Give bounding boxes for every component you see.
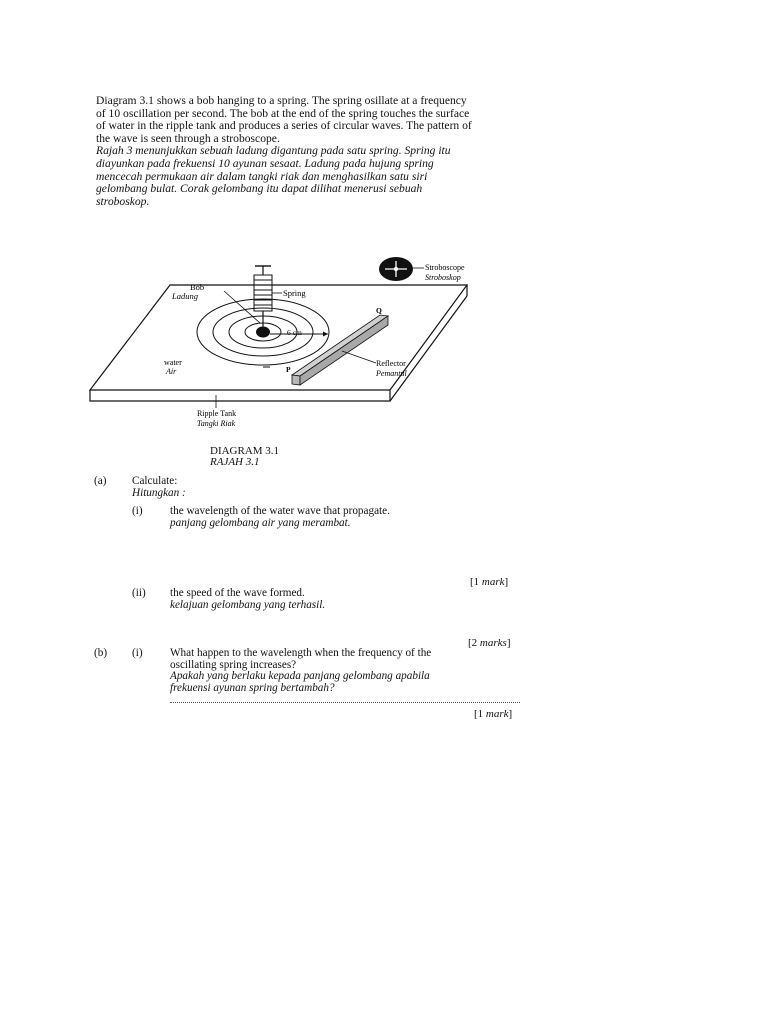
question-b-i-ms: frekuensi ayunan spring bertambah? xyxy=(170,681,335,694)
answer-line[interactable] xyxy=(170,702,520,703)
question-b-label: (b) xyxy=(94,647,108,659)
question-a-i-text xyxy=(170,506,390,529)
question-a-i-ms: panjang gelombang air yang merambat. xyxy=(170,516,351,529)
bob-label-ms: Ladung xyxy=(172,291,198,301)
stroboscope-label: Stroboscope xyxy=(425,263,465,272)
intro-line: of 10 oscillation per second. The bob at the end of the spring touches the surface xyxy=(96,106,470,120)
point-q-label: Q xyxy=(376,306,382,315)
question-a-ii-en: the speed of the wave formed. xyxy=(170,587,305,599)
question-b-i-en: oscillating spring increases? xyxy=(170,658,297,671)
intro-line-ms: stroboskop. xyxy=(96,194,150,208)
reflector-bar xyxy=(292,315,388,376)
point-p-label: P xyxy=(286,365,291,374)
reflector-label-ms: Pemantul xyxy=(376,369,407,378)
question-a-ii-label: (ii) xyxy=(132,587,146,599)
reflector-leader-line xyxy=(342,351,376,363)
question-a-i-label: (i) xyxy=(132,505,143,517)
reflector-label: Reflector xyxy=(376,359,406,368)
water-label: water xyxy=(164,358,182,367)
question-a-ms: Hitungkan : xyxy=(132,486,186,499)
intro-line-ms: mencecah permukaan air dalam tangki riak dan menghasilkan satu siri xyxy=(96,169,428,183)
question-a-text xyxy=(132,476,186,499)
stroboscope-label-ms: Stroboskop xyxy=(425,273,461,282)
water-label-ms: Air xyxy=(166,367,177,376)
bob-leader-line xyxy=(224,291,260,323)
mark-b-i: [1 mark] xyxy=(474,708,513,720)
intro-line-ms: gelombang bulat. Corak gelombang itu dapat dilihat menerusi sebuah xyxy=(96,182,423,196)
tank-side-face xyxy=(390,296,467,401)
question-b-i-text xyxy=(170,648,431,694)
question-a-en: Calculate: xyxy=(132,475,178,487)
ripple-tank-diagram xyxy=(80,255,480,435)
spring-label: Spring xyxy=(283,288,306,298)
mark-a-ii: [2 marks] xyxy=(468,637,511,649)
ripple-tank-label-ms: Tangki Riak xyxy=(197,419,236,428)
bob-dot xyxy=(256,327,270,338)
caption-ms: RAJAH 3.1 xyxy=(210,456,260,468)
question-b-i-label: (i) xyxy=(132,647,143,659)
distance-label: 6 cm xyxy=(287,328,302,337)
intro-line: the wave is seen through a stroboscope. xyxy=(96,131,280,145)
intro-line-ms: diayunkan pada frekuensi 10 ayunan sesaat. Ladung pada hujung spring xyxy=(96,156,434,170)
tank-front-face xyxy=(90,390,390,401)
caption-en: DIAGRAM 3.1 xyxy=(210,445,280,457)
tank-top-outline xyxy=(90,285,467,390)
question-a-ii-ms: kelajuan gelombang yang terhasil. xyxy=(170,598,326,611)
intro-paragraph xyxy=(96,95,526,208)
question-b-i-ms: Apakah yang berlaku kepada panjang gelombang apabila xyxy=(170,670,430,683)
bob-label: Bob xyxy=(190,282,205,292)
ripple-tank-label: Ripple Tank xyxy=(197,409,237,418)
diagram-caption xyxy=(210,446,279,468)
question-a-label: (a) xyxy=(94,475,107,487)
intro-line: of water in the ripple tank and produces a series of circular waves. The pattern of xyxy=(96,119,472,133)
intro-line: Diagram 3.1 shows a bob hanging to a spring. The spring osillate at a frequency xyxy=(96,94,467,107)
question-a-i-en: the wavelength of the water wave that propagate. xyxy=(170,505,390,517)
question-a-ii-text xyxy=(170,588,325,611)
mark-a-i: [1 mark] xyxy=(470,576,509,588)
question-b-i-en: What happen to the wavelength when the frequency of the xyxy=(170,647,432,659)
intro-line-ms: Rajah 3 menunjukkan sebuah ladung digantung pada satu spring. Spring itu xyxy=(96,144,451,158)
